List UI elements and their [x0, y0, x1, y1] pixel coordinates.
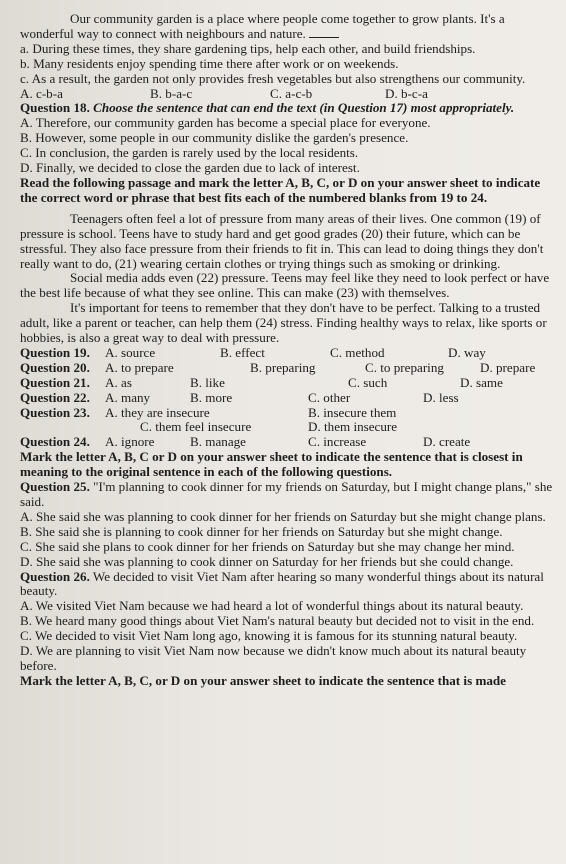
- q17-intro: Our community garden is a place where people come together to grow plants. It's a wonderful way to connect with neighbours and nature.: [20, 11, 505, 41]
- option-b[interactable]: B. more: [190, 389, 233, 405]
- option-a[interactable]: A. they are insecure: [105, 404, 210, 420]
- option-c[interactable]: C. method: [330, 344, 385, 360]
- passage-paragraph-1: Teenagers often feel a lot of pressure from many areas of their lives. One common (19) of pressure is school. Teens have to study hard and get good grades (20) their future, which can be stressful. They also face pressure from their friends to fit in. This can lead to doing things they don't really want to do, (21) wearing certain clothes or trying things such as smoking or drinking.: [20, 210, 544, 271]
- q25-stem: Question 25. "I'm planning to cook dinner for my friends on Saturday, but I might change plans," she said.: [20, 479, 553, 509]
- option-c[interactable]: C. increase: [308, 434, 367, 450]
- option-b[interactable]: B. manage: [190, 434, 246, 450]
- q18-stem: Question 18. Choose the sentence that can end the text (in Question 17) most appropriately.: [20, 100, 515, 116]
- rewrite-instruction: Mark the letter A, B, C or D on your answer sheet to indicate the sentence that is closest in meaning to the original sentence in each of the following questions.: [20, 449, 523, 480]
- option-b[interactable]: B. preparing: [250, 359, 316, 375]
- q25-option-b[interactable]: B. She said she is planning to cook dinner for her friends on Saturday but she might change.: [20, 523, 503, 539]
- q18-option-c[interactable]: C. In conclusion, the garden is rarely used by the local residents.: [20, 145, 359, 161]
- question-19: Question 19. A. source B. effect C. method D. way: [20, 344, 486, 360]
- option-a[interactable]: A. ignore: [105, 434, 155, 450]
- combine-instruction: Mark the letter A, B, C, or D on your answer sheet to indicate the sentence that is made: [20, 672, 506, 688]
- option-c[interactable]: C. a-c-b: [270, 85, 313, 101]
- option-b[interactable]: B. effect: [220, 344, 265, 360]
- q17-sentence-b: b. Many residents enjoy spending time there after work or on weekends.: [20, 55, 399, 71]
- option-a[interactable]: A. c-b-a: [20, 85, 63, 101]
- question-20: Question 20. A. to prepare B. preparing C. to preparing D. prepare: [20, 359, 536, 375]
- option-c[interactable]: C. them feel insecure: [140, 419, 252, 435]
- q18-option-d[interactable]: D. Finally, we decided to close the garden due to lack of interest.: [20, 160, 360, 176]
- option-c[interactable]: C. other: [308, 389, 351, 405]
- option-d[interactable]: D. way: [448, 344, 486, 360]
- option-c[interactable]: C. to preparing: [365, 359, 444, 375]
- cloze-instruction: Read the following passage and mark the letter A, B, C, or D on your answer sheet to indicate the correct word or phrase that best fits each of the numbered blanks from 19 to 24.: [20, 174, 541, 205]
- passage-paragraph-3: It's important for teens to remember that they don't have to be perfect. Talking to a trusted adult, like a parent or teacher, can help them (24) stress. Finding healthy ways to relax, like sports or hobbies, is also a great way to deal with pressure.: [20, 300, 547, 346]
- q17-options: [20, 87, 556, 102]
- q25-option-a[interactable]: A. She said she was planning to cook dinner for her friends on Saturday but she might change plans.: [20, 508, 546, 524]
- q25-option-d[interactable]: D. She said she was planning to cook dinner on Saturday for her friends but she could change.: [20, 553, 514, 569]
- option-d[interactable]: D. them insecure: [308, 419, 398, 435]
- option-a[interactable]: A. source: [105, 344, 156, 360]
- answer-blank: [309, 27, 339, 38]
- q26-stem: Question 26. We decided to visit Viet Nam after hearing so many wonderful things about its natural beauty.: [20, 568, 544, 599]
- question-23-cont: [20, 420, 556, 435]
- option-c[interactable]: C. such: [348, 374, 388, 390]
- option-d[interactable]: D. same: [460, 374, 503, 390]
- option-b[interactable]: B. like: [190, 374, 225, 390]
- option-a[interactable]: A. many: [105, 389, 151, 405]
- question-23: Question 23. A. they are insecure B. insecure them: [20, 404, 397, 420]
- option-a[interactable]: A. to prepare: [105, 359, 174, 375]
- option-b[interactable]: B. insecure them: [308, 404, 397, 420]
- q26-option-c[interactable]: C. We decided to visit Viet Nam long ago, knowing it is famous for its stunning natural beauty.: [20, 628, 518, 644]
- option-d[interactable]: D. prepare: [480, 359, 536, 375]
- q26-option-a[interactable]: A. We visited Viet Nam because we had heard a lot of wonderful things about its natural beauty.: [20, 598, 524, 614]
- option-d[interactable]: D. create: [423, 434, 471, 450]
- question-21: Question 21. A. as B. like C. such D. same: [20, 374, 503, 390]
- option-d[interactable]: D. less: [423, 389, 459, 405]
- q17-sentence-c: c. As a result, the garden not only provides fresh vegetables but also strengthens our community.: [20, 70, 526, 86]
- option-a[interactable]: A. as: [105, 374, 132, 390]
- question-24: Question 24. A. ignore B. manage C. increase D. create: [20, 434, 471, 450]
- question-22: Question 22. A. many B. more C. other D. less: [20, 389, 459, 405]
- q26-option-d[interactable]: D. We are planning to visit Viet Nam now because we didn't know much about its natural beauty before.: [20, 643, 527, 673]
- q25-option-c[interactable]: C. She said she plans to cook dinner for her friends on Saturday but she may change her mind.: [20, 538, 515, 554]
- passage-paragraph-2: Social media adds even (22) pressure. Teens may feel like they need to look perfect or have the best life because of what they see online. This can make (23) with themselves.: [20, 270, 550, 301]
- q26-option-b[interactable]: B. We heard many good things about Viet Nam's natural beauty but decided not to visit in the end.: [20, 613, 535, 629]
- q17-sentence-a: a. During these times, they share gardening tips, help each other, and build friendships.: [20, 40, 476, 56]
- q18-option-a[interactable]: A. Therefore, our community garden has become a special place for everyone.: [20, 115, 431, 131]
- option-d[interactable]: D. b-c-a: [385, 85, 428, 101]
- option-b[interactable]: B. b-a-c: [150, 85, 193, 101]
- q18-option-b[interactable]: B. However, some people in our community dislike the garden's presence.: [20, 130, 409, 146]
